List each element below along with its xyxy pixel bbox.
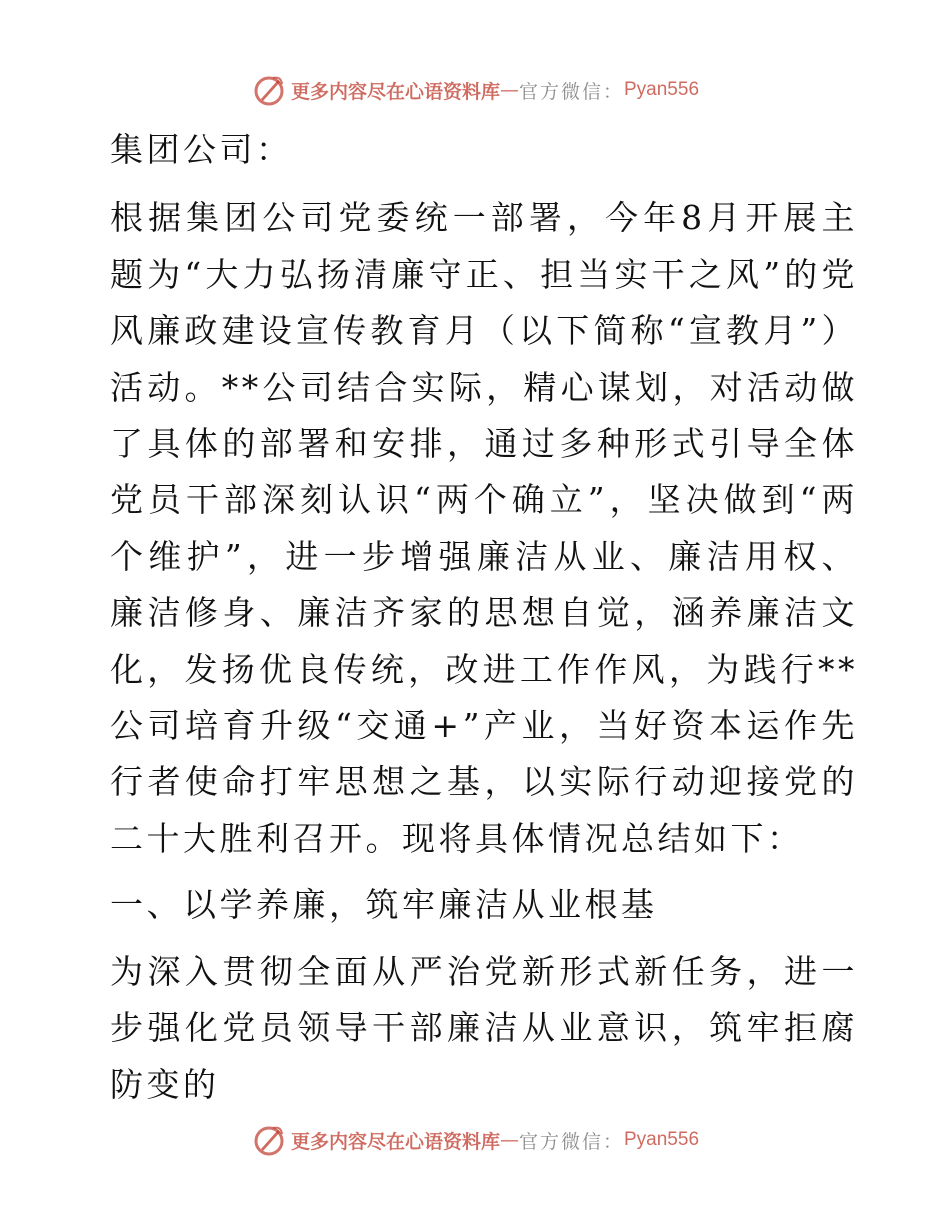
watermark-wechat-label: 官方微信：: [518, 1130, 624, 1153]
watermark-site-text: 更多内容尽在心语资料库: [290, 1130, 500, 1153]
watermark-separator: —: [499, 79, 519, 101]
header-watermark: [0, 70, 950, 110]
watermark-wechat-id: Pyan556: [624, 1129, 700, 1150]
watermark-site-text: 更多内容尽在心语资料库: [290, 80, 500, 103]
quill-logo-icon: [251, 1122, 287, 1158]
section-heading-1: 一、以学养廉，筑牢廉洁从业根基: [110, 885, 658, 925]
salutation: 集团公司：: [110, 130, 293, 169]
quill-logo-icon: [251, 72, 287, 108]
paragraph-section-1: 为深入贯彻全面从严治党新形式新任务，进一步强化党员领导干部廉洁从业意识，筑牢拒腐防变的: [110, 951, 858, 1104]
watermark-separator: —: [499, 1129, 519, 1151]
document-body: [98, 122, 858, 1113]
paragraph-intro: 根据集团公司党委统一部署，今年8月开展主题为“大力弘扬清廉守正、担当实干之风”的党风廉政建设宣传教育月（以下简称“宣教月”）活动。**公司结合实际，精心谋划，对活动做了具体的部署和安排，通过多种形式引导全体党员干部深刻认识“两个确立”，坚决做到“两个维护”，进一步增强廉洁从业、廉洁用权、廉洁修身、廉洁齐家的思想自觉，涵养廉洁文化，发扬优良传统，改进工作作风，为践行**公司培育升级“交通+”产业，当好资本运作先行者使命打牢思想之基，以实际行动迎接党的二十大胜利召开。现将具体情况总结如下：: [110, 198, 858, 858]
watermark-wechat-label: 官方微信：: [518, 80, 624, 103]
footer-watermark: [0, 1120, 950, 1160]
watermark-wechat-id: Pyan556: [624, 79, 700, 100]
